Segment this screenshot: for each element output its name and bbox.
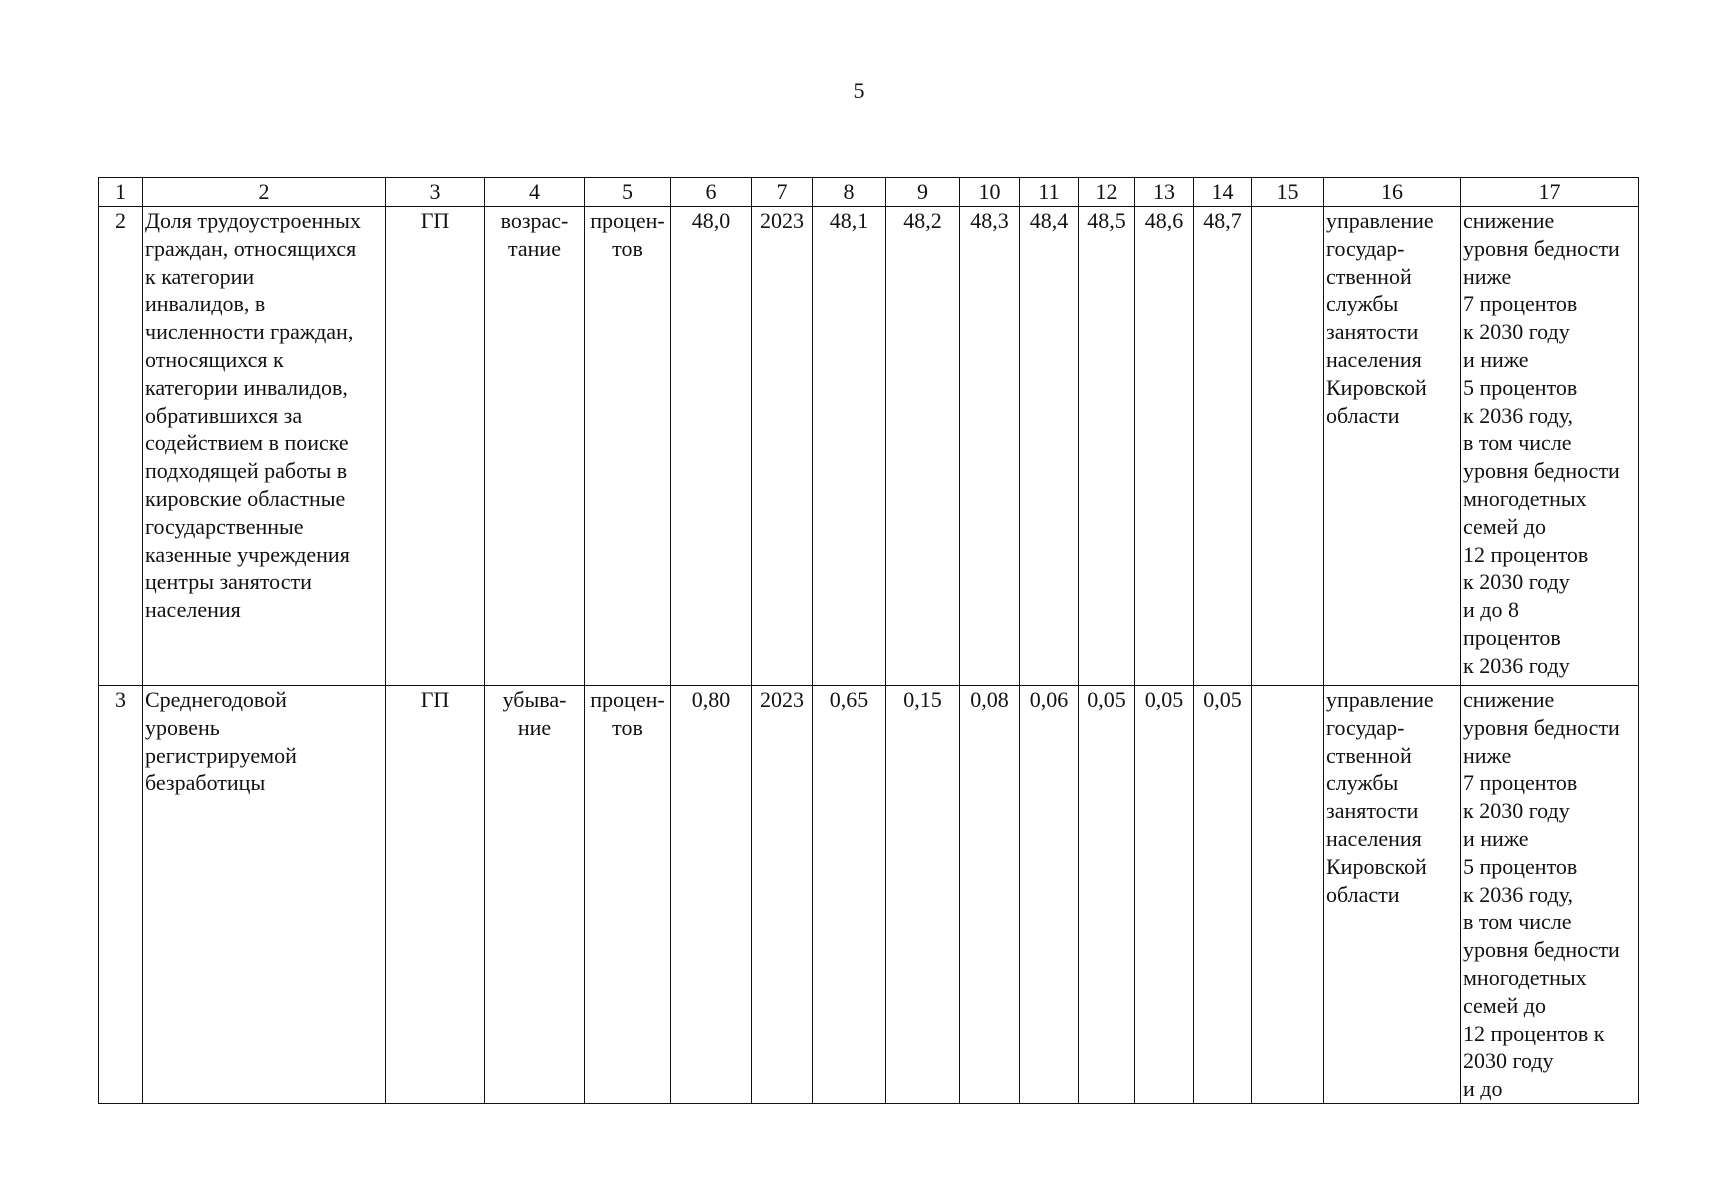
- text-line: инвалидов, в: [145, 291, 266, 317]
- value-cell: 0,15: [886, 686, 960, 1104]
- text-line: семей до: [1463, 992, 1546, 1018]
- text-line: государственные: [145, 513, 304, 539]
- value-cell: 48,4: [1020, 207, 1079, 686]
- text-line: Доля трудоустроенных: [145, 208, 361, 233]
- column-number: 11: [1020, 178, 1079, 207]
- table-row: [99, 207, 1639, 686]
- column-number: 17: [1461, 178, 1639, 207]
- text-line: содействием в поиске: [145, 430, 349, 456]
- text-line: службы: [1326, 291, 1399, 317]
- text-line: к 2036 году,: [1463, 881, 1574, 907]
- level-cell: ГП: [386, 686, 485, 1104]
- text-line: 5 процентов: [1463, 853, 1578, 879]
- column-number: 1: [99, 178, 143, 207]
- text-line: и до 8: [1463, 597, 1519, 623]
- goal-cell: [1461, 207, 1639, 686]
- text-line: снижение: [1463, 208, 1555, 233]
- text-line: к 2036 году,: [1463, 402, 1574, 428]
- text-line: Среднегодовой: [145, 687, 287, 712]
- text-line: к 2030 году: [1463, 319, 1570, 345]
- responsible-cell: [1324, 207, 1461, 686]
- text-line: и до: [1463, 1076, 1503, 1102]
- text-line: уровень: [145, 714, 220, 740]
- text-line: относящихся к: [145, 346, 284, 372]
- text-line: занятости: [1326, 798, 1419, 824]
- text-line: управление: [1326, 687, 1434, 712]
- text-line: казенные учреждения: [145, 541, 350, 567]
- text-line: 7 процентов: [1463, 770, 1578, 796]
- value-cell: 0,08: [960, 686, 1020, 1104]
- table-row: [99, 686, 1639, 1104]
- text-line: населения: [145, 597, 241, 623]
- text-line: численности граждан,: [145, 319, 354, 345]
- text-line: кировские областные: [145, 485, 346, 511]
- base-year-cell: 2023: [752, 686, 813, 1104]
- text-line: тов: [612, 235, 643, 261]
- text-line: населения: [1326, 825, 1422, 851]
- text-line: в том числе: [1463, 430, 1572, 456]
- row-number: 2: [99, 207, 143, 686]
- base-value-cell: 48,0: [671, 207, 752, 686]
- text-line: ниже: [1463, 263, 1512, 289]
- value-cell: 0,06: [1020, 686, 1079, 1104]
- text-line: и ниже: [1463, 346, 1529, 372]
- text-line: убыва-: [502, 687, 567, 712]
- column-number: 14: [1194, 178, 1252, 207]
- text-line: центры занятости: [145, 569, 312, 595]
- row-number: 3: [99, 686, 143, 1104]
- text-line: населения: [1326, 346, 1422, 372]
- text-line: ственной: [1326, 742, 1412, 768]
- text-line: категории инвалидов,: [145, 374, 348, 400]
- value-cell: 0,65: [813, 686, 886, 1104]
- text-line: к категории: [145, 263, 255, 289]
- text-line: уровня бедности: [1463, 235, 1620, 261]
- text-line: Кировской: [1326, 853, 1427, 879]
- level-cell: ГП: [386, 207, 485, 686]
- column-number: 7: [752, 178, 813, 207]
- unit-cell: [585, 686, 671, 1104]
- text-line: 12 процентов к: [1463, 1020, 1605, 1046]
- text-line: уровня бедности: [1463, 714, 1620, 740]
- column-number: 16: [1324, 178, 1461, 207]
- text-line: управление: [1326, 208, 1434, 233]
- base-year-cell: 2023: [752, 207, 813, 686]
- indicator-name: [143, 686, 386, 1104]
- responsible-cell: [1324, 686, 1461, 1104]
- text-line: семей до: [1463, 513, 1546, 539]
- column-number: 15: [1252, 178, 1324, 207]
- text-line: Кировской: [1326, 374, 1427, 400]
- column-number: 6: [671, 178, 752, 207]
- text-line: процентов: [1463, 624, 1561, 650]
- text-line: уровня бедности: [1463, 458, 1620, 484]
- column-number: 9: [886, 178, 960, 207]
- column-number: 13: [1135, 178, 1194, 207]
- text-line: регистрируемой: [145, 742, 297, 768]
- text-line: подходящей работы в: [145, 458, 348, 484]
- text-line: области: [1326, 881, 1400, 907]
- value-cell: 48,1: [813, 207, 886, 686]
- text-line: многодетных: [1463, 485, 1587, 511]
- text-line: возрас-: [500, 208, 569, 233]
- column-number: 8: [813, 178, 886, 207]
- text-line: к 2030 году: [1463, 569, 1570, 595]
- text-line: уровня бедности: [1463, 937, 1620, 963]
- text-line: области: [1326, 402, 1400, 428]
- trend-cell: [485, 207, 585, 686]
- text-line: безработицы: [145, 770, 266, 796]
- text-line: обратившихся за: [145, 402, 303, 428]
- column-number: 10: [960, 178, 1020, 207]
- text-line: граждан, относящихся: [145, 235, 357, 261]
- text-line: ниже: [1463, 742, 1512, 768]
- text-line: процен-: [590, 208, 665, 233]
- text-line: службы: [1326, 770, 1399, 796]
- indicator-name: [143, 207, 386, 686]
- text-line: занятости: [1326, 319, 1419, 345]
- column-number: 5: [585, 178, 671, 207]
- text-line: 5 процентов: [1463, 374, 1578, 400]
- text-line: 7 процентов: [1463, 291, 1578, 317]
- base-value-cell: 0,80: [671, 686, 752, 1104]
- text-line: снижение: [1463, 687, 1555, 712]
- text-line: процен-: [590, 687, 665, 712]
- text-line: тание: [508, 235, 561, 261]
- value-cell: 0,05: [1135, 686, 1194, 1104]
- text-line: 12 процентов: [1463, 541, 1589, 567]
- empty-cell: [1252, 207, 1324, 686]
- text-line: и ниже: [1463, 825, 1529, 851]
- value-cell: 48,2: [886, 207, 960, 686]
- text-line: многодетных: [1463, 964, 1587, 990]
- column-number: 2: [143, 178, 386, 207]
- text-line: тов: [612, 714, 643, 740]
- column-number-row: [99, 178, 1639, 207]
- trend-cell: [485, 686, 585, 1104]
- page-number: 5: [853, 78, 865, 103]
- text-line: к 2030 году: [1463, 798, 1570, 824]
- value-cell: 48,6: [1135, 207, 1194, 686]
- unit-cell: [585, 207, 671, 686]
- indicators-table: [98, 177, 1639, 1104]
- value-cell: 0,05: [1194, 686, 1252, 1104]
- value-cell: 48,7: [1194, 207, 1252, 686]
- value-cell: 48,5: [1079, 207, 1135, 686]
- value-cell: 48,3: [960, 207, 1020, 686]
- column-number: 12: [1079, 178, 1135, 207]
- column-number: 4: [485, 178, 585, 207]
- value-cell: 0,05: [1079, 686, 1135, 1104]
- text-line: 2030 году: [1463, 1048, 1554, 1074]
- column-number: 3: [386, 178, 485, 207]
- text-line: к 2036 году: [1463, 652, 1570, 678]
- text-line: ние: [517, 714, 552, 740]
- goal-cell: [1461, 686, 1639, 1104]
- text-line: в том числе: [1463, 909, 1572, 935]
- text-line: ственной: [1326, 263, 1412, 289]
- text-line: государ-: [1326, 714, 1405, 740]
- text-line: государ-: [1326, 235, 1405, 261]
- empty-cell: [1252, 686, 1324, 1104]
